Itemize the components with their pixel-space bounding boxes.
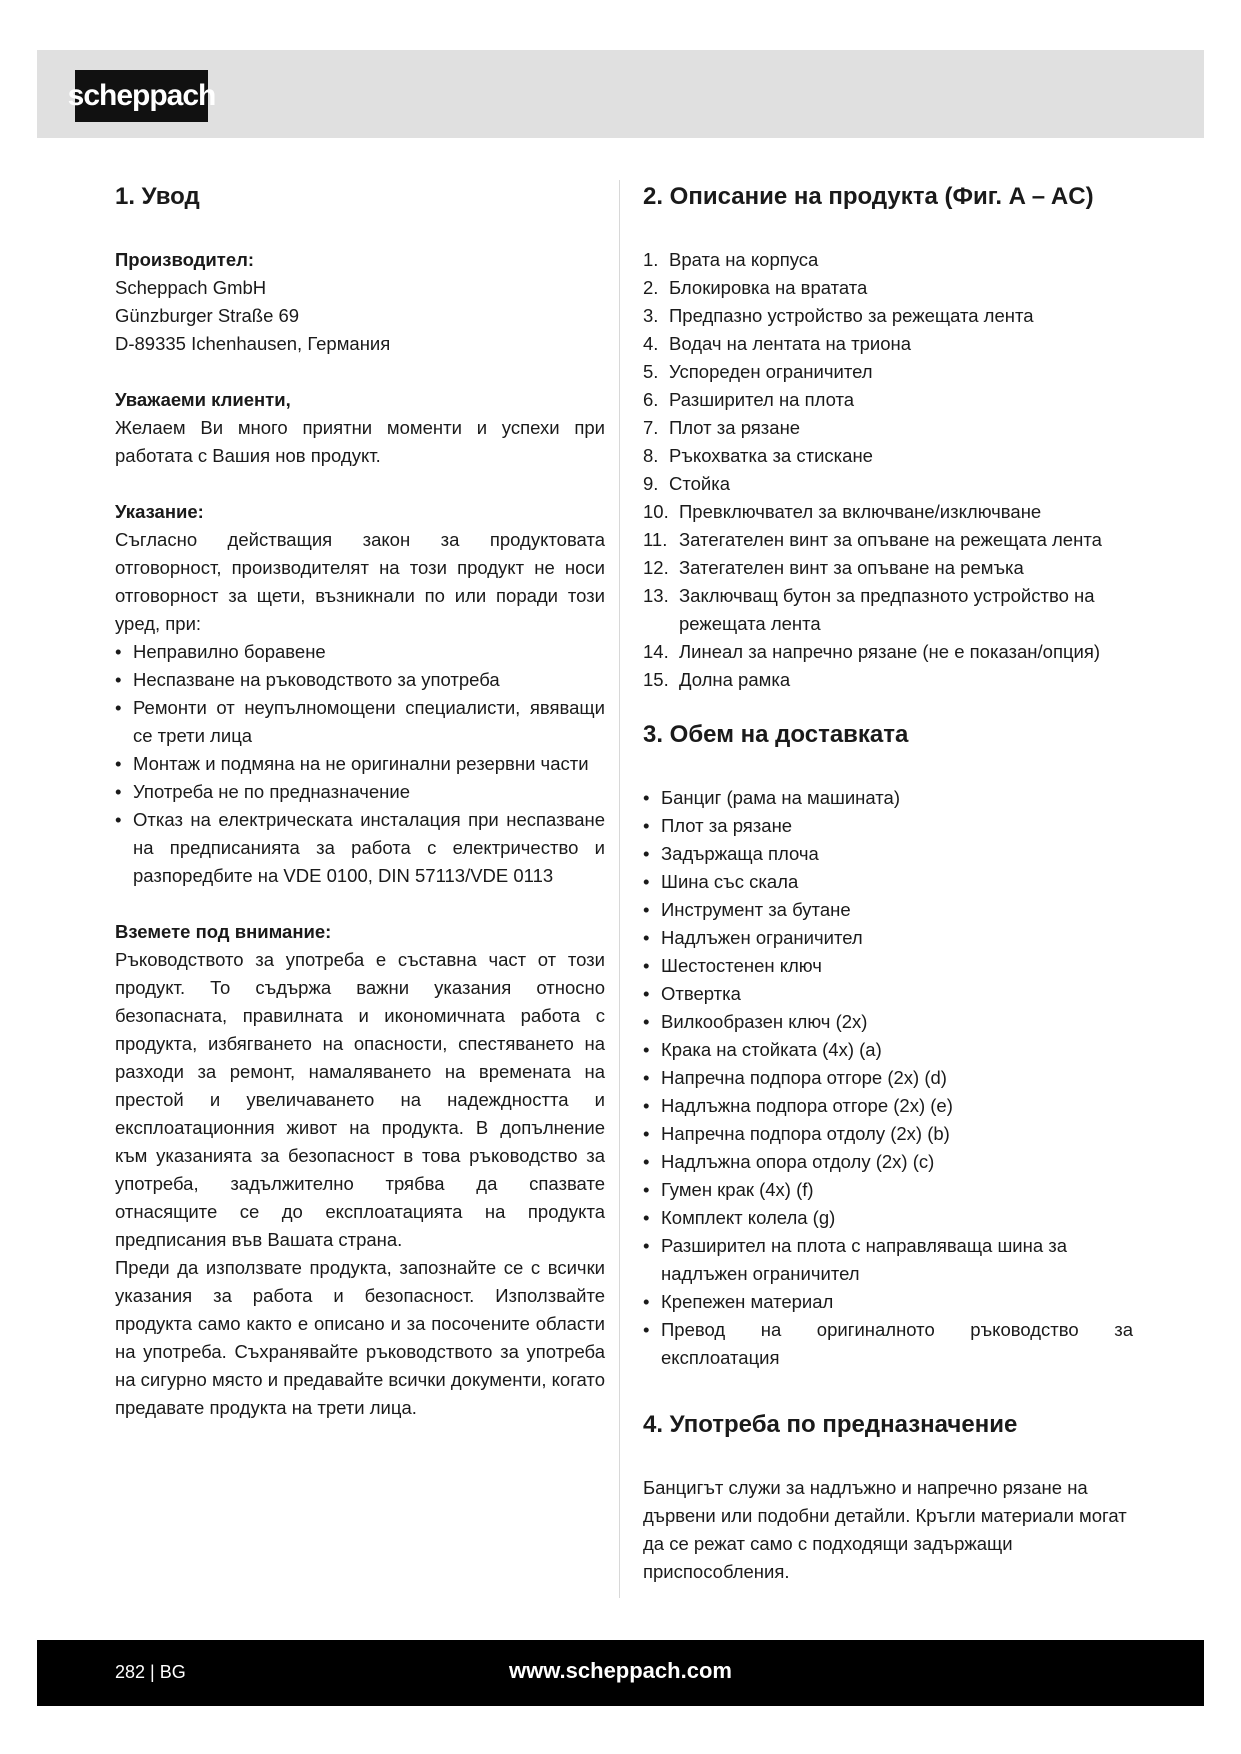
item-number: 7. <box>643 417 659 438</box>
section-3-heading: 3. Обем на доставката <box>643 721 909 748</box>
column-divider <box>619 180 620 1598</box>
item-number: 13. <box>643 585 669 606</box>
list-item <box>643 442 1133 470</box>
list-item <box>643 526 1133 554</box>
list-item: • Напречна подпора отдолу (2x) (b) <box>643 1120 1133 1148</box>
item-text: Успореден ограничител <box>669 361 873 382</box>
item-number: 9. <box>643 473 659 494</box>
item-text: Блокировка на вратата <box>669 277 868 298</box>
list-item <box>643 386 1133 414</box>
list-item: • Вилкообразен ключ (2x) <box>643 1008 1133 1036</box>
item-text: Заключващ бутон за предпазното устройство на режещата лента <box>679 585 1095 634</box>
item-text: Линеал за напречно рязане (не е показан/опция) <box>679 641 1101 662</box>
list-item: • Комплект колела (g) <box>643 1204 1133 1232</box>
list-item: • Гумен крак (4x) (f) <box>643 1176 1133 1204</box>
list-item: • Инструмент за бутане <box>643 896 1133 924</box>
list-item: • Отвертка <box>643 980 1133 1008</box>
list-item <box>643 330 1133 358</box>
item-number: 12. <box>643 557 669 578</box>
list-item <box>643 638 1133 666</box>
item-number: 5. <box>643 361 659 382</box>
manufacturer-line: D-89335 Ichenhausen, Германия <box>115 333 391 354</box>
item-text: Затегателен винт за опъване на режещата лента <box>679 529 1102 550</box>
section-2-heading: 2. Описание на продукта (Фиг. A – AC) <box>643 183 1094 210</box>
list-item: • Неправилно боравене <box>115 638 605 666</box>
item-text: Разширител на плота <box>669 389 855 410</box>
list-item <box>643 554 1133 582</box>
item-text: Предпазно устройство за режещата лента <box>669 305 1034 326</box>
left-column <box>115 180 605 1422</box>
item-number: 8. <box>643 445 659 466</box>
list-item: • Монтаж и подмяна на не оригинални резервни части <box>115 750 605 778</box>
list-item: • Разширител на плота с направляваща шина за надлъжен ограничител <box>643 1232 1133 1288</box>
item-text: Ръкохватка за стискане <box>669 445 873 466</box>
manufacturer-line: Günzburger Straße 69 <box>115 305 300 326</box>
list-item <box>643 358 1133 386</box>
attention-paragraph: Преди да използвате продукта, запознайте се с всички указания за работа и безопасност. Използвайте продукта само както е описано и за посочените области на употреба. Съхранявайте ръководството за употреба на сигурно място и предавайте всички документи, когато предавате продукта на трети лица. <box>115 1257 605 1418</box>
list-item: • Банциг (рама на машината) <box>643 784 1133 812</box>
list-item: • Напречна подпора отгоре (2x) (d) <box>643 1064 1133 1092</box>
section-4-heading: 4. Употреба по предназначение <box>643 1411 1018 1438</box>
list-item <box>643 470 1133 498</box>
item-number: 1. <box>643 249 659 270</box>
item-text: Затегателен винт за опъване на ремъка <box>679 557 1024 578</box>
item-number: 3. <box>643 305 659 326</box>
item-text: Плот за рязане <box>669 417 801 438</box>
item-text: Водач на лентата на триона <box>669 333 911 354</box>
list-item <box>643 246 1133 274</box>
manufacturer-label: Производител: <box>115 249 255 270</box>
note-block <box>115 498 605 890</box>
attention-block <box>115 918 605 1422</box>
page-number-value: 282 <box>115 1662 146 1682</box>
dear-customers-block <box>115 386 605 470</box>
list-item <box>643 498 1133 526</box>
list-item <box>643 302 1133 330</box>
manufacturer-line: Scheppach GmbH <box>115 277 267 298</box>
list-item: • Плот за рязане <box>643 812 1133 840</box>
note-text: Съгласно действащия закон за продуктовата отговорност, производителят на този продукт не носи отговорност за щети, възникнали по или поради този уред, при: <box>115 529 605 634</box>
list-item: • Надлъжна подпора отгоре (2x) (e) <box>643 1092 1133 1120</box>
list-item: • Неспазване на ръководството за употреба <box>115 666 605 694</box>
item-text: Врата на корпуса <box>669 249 819 270</box>
manufacturer-block <box>115 246 605 358</box>
item-number: 11. <box>643 529 668 550</box>
list-item <box>643 414 1133 442</box>
list-item: • Надлъжен ограничител <box>643 924 1133 952</box>
item-number: 2. <box>643 277 659 298</box>
list-item <box>643 274 1133 302</box>
note-bullets <box>115 638 605 890</box>
dear-customers-label: Уважаеми клиенти, <box>115 389 291 410</box>
attention-paragraph: Ръководството за употреба е съставна част от този продукт. То съдържа важни указания относно безопасната, правилната и икономичната работа с продукта, избягването на опасности, спестяването на разходи за ремонт, намаляването на времената на престой и увеличаването на надеждността и експлоатационния живот на продукта. В допълнение към указанията за безопасност в това ръководство за употреба, задължително трябва да спазвате отнасящите се до експлоатацията на продукта предписания във Вашата страна. <box>115 949 605 1250</box>
item-number: 6. <box>643 389 659 410</box>
website-url: www.scheppach.com <box>509 1658 732 1683</box>
right-column <box>643 180 1133 1586</box>
delivery-list <box>643 784 1133 1372</box>
language-code: BG <box>159 1662 186 1682</box>
item-text: Превключвател за включване/изключване <box>679 501 1042 522</box>
list-item: • Шестостенен ключ <box>643 952 1133 980</box>
scheppach-logo: scheppach <box>75 70 208 122</box>
intended-use-text: Банцигът служи за надлъжно и напречно рязане на дървени или подобни детайли. Кръгли материали могат да се режат само с подходящи задържащи приспособления. <box>643 1477 1127 1582</box>
attention-label: Вземете под внимание: <box>115 921 332 942</box>
list-item: • Ремонти от неупълномощени специалисти, явяващи се трети лица <box>115 694 605 750</box>
list-item: • Отказ на електрическата инсталация при неспазване на предписанията за работа с електричество и разпоредбите на VDE 0100, DIN 57113/VDE 0113 <box>115 806 605 890</box>
section-1-heading: 1. Увод <box>115 183 200 210</box>
item-number: 14. <box>643 641 669 662</box>
parts-list <box>643 246 1133 694</box>
item-number: 10. <box>643 501 669 522</box>
page-header <box>37 50 1204 138</box>
list-item: • Употреба не по предназначение <box>115 778 605 806</box>
list-item: • Крака на стойката (4x) (a) <box>643 1036 1133 1064</box>
note-label: Указание: <box>115 501 204 522</box>
item-text: Долна рамка <box>679 669 791 690</box>
item-text: Стойка <box>669 473 731 494</box>
item-number: 15. <box>643 669 669 690</box>
dear-customers-text: Желаем Ви много приятни моменти и успехи при работата с Вашия нов продукт. <box>115 417 605 466</box>
list-item: • Крепежен материал <box>643 1288 1133 1316</box>
list-item: • Превод на оригиналното ръководство за експлоатация <box>643 1316 1133 1372</box>
list-item: • Задържаща плоча <box>643 840 1133 868</box>
item-number: 4. <box>643 333 659 354</box>
page-footer <box>37 1640 1204 1706</box>
list-item <box>643 666 1133 694</box>
list-item: • Шина със скала <box>643 868 1133 896</box>
list-item: • Надлъжна опора отдолу (2x) (c) <box>643 1148 1133 1176</box>
page-number: 282 | BG <box>115 1662 186 1682</box>
list-item <box>643 582 1133 638</box>
